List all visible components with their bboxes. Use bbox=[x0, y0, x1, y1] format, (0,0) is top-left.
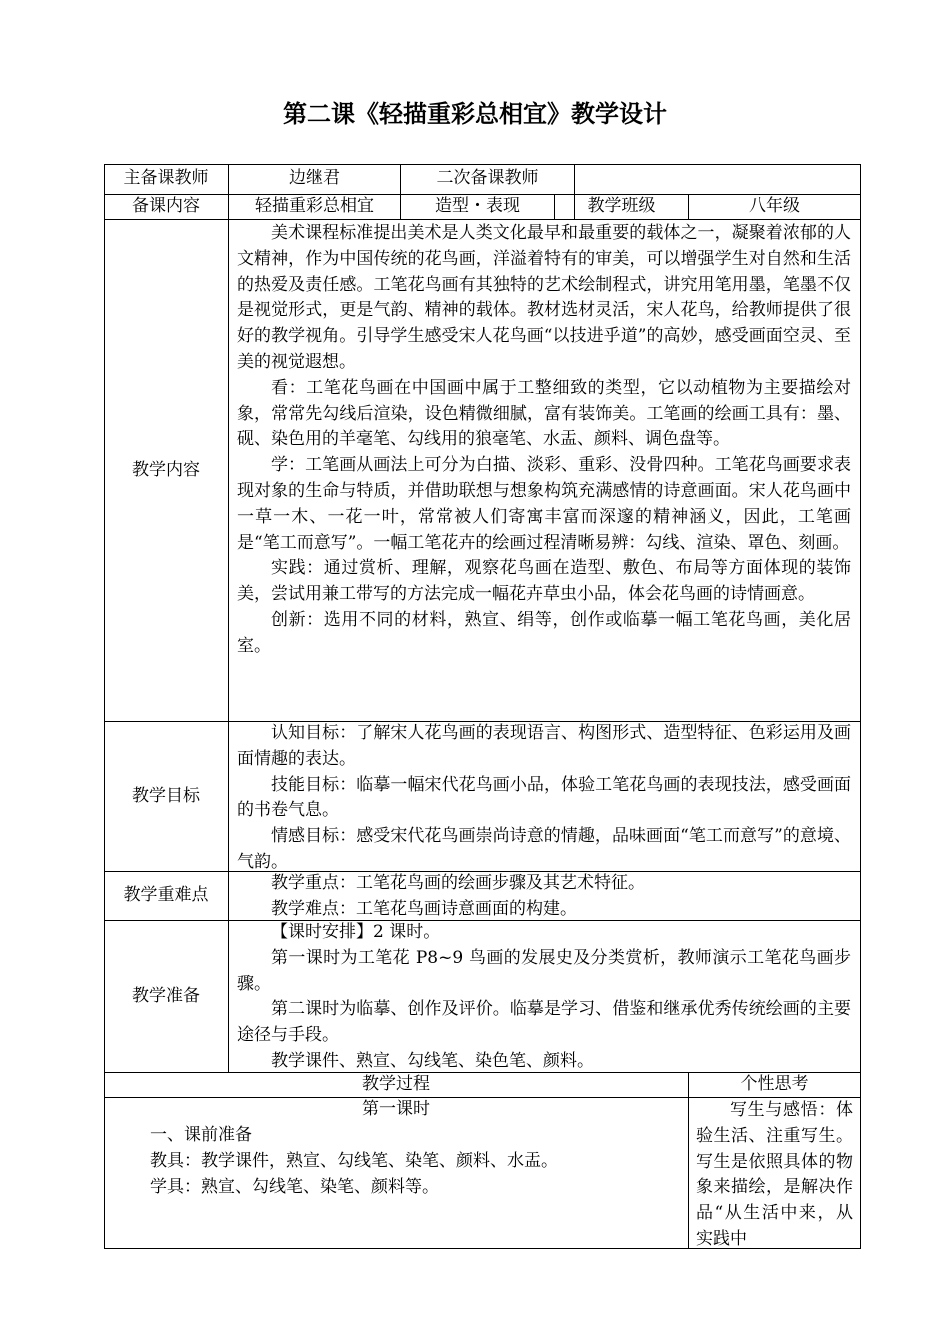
main-teacher-value: 边继君 bbox=[289, 168, 340, 189]
key-point-paragraph: 教学重点：工笔花鸟画的绘画步骤及其艺术特征。 bbox=[271, 873, 645, 893]
teaching-goals-text bbox=[237, 721, 851, 876]
process-line: 学具：熟宣、勾线笔、染笔、颜料等。 bbox=[150, 1176, 439, 1197]
content-paragraph: 创新：选用不同的材料，熟宣、绢等，创作或临摹一幅工笔花鸟画，美化居室。 bbox=[237, 609, 851, 656]
content-paragraph: 实践：通过赏析、理解，观察花鸟画在造型、敷色、布局等方面体现的装饰美，尝试用兼工带写的方法完成一幅花卉草虫小品，体会花鸟画的诗情画意。 bbox=[237, 558, 851, 605]
content-paragraph: 学：工笔画从画法上可分为白描、淡彩、重彩、没骨四种。工笔花鸟画要求表现对象的生命与特质，并借助联想与想象构筑充满感情的诗意画面。宋人花鸟画中一草一木、一花一叶，常常被人们寄寓丰富而深邃的精神涵义，因此，工笔画是“笔工而意写”。一幅工笔花卉的绘画过程清晰易辨：勾线、渲染、罩色、刻画。 bbox=[237, 455, 851, 553]
goal-paragraph: 认知目标：了解宋人花鸟画的表现语言、构图形式、造型特征、色彩运用及画面情趣的表达。 bbox=[237, 723, 851, 769]
reflection-text bbox=[696, 1098, 853, 1253]
content-value: 轻描重彩总相宜 bbox=[255, 196, 374, 217]
goal-paragraph: 情感目标：感受宋代花鸟画崇尚诗意的情趣，品味画面“笔工而意写”的意境、气韵。 bbox=[237, 826, 851, 872]
key-points-label: 教学重难点 bbox=[123, 885, 209, 906]
prep-paragraph: 第二课时为临摹、创作及评价。临摹是学习、借鉴和继承优秀传统绘画的主要途径与手段。 bbox=[237, 999, 851, 1046]
process-text bbox=[150, 1123, 680, 1149]
content-label: 备课内容 bbox=[132, 196, 200, 217]
category-value: 造型・表现 bbox=[435, 196, 520, 217]
process-text bbox=[150, 1149, 680, 1201]
prep-paragraph: 第一课时为工笔花 P8~9 鸟画的发展史及分类赏析，教师演示工笔花鸟画步骤。 bbox=[237, 947, 851, 994]
lesson-plan-table bbox=[104, 164, 861, 1249]
process-line: 一、课前准备 bbox=[150, 1125, 252, 1145]
reflection-paragraph: 写生与感悟：体验生活、注重写生。写生是依照具体的物象来描绘，是解决作品“从生活中来，从实践中 bbox=[696, 1100, 853, 1249]
second-teacher-value bbox=[575, 164, 860, 194]
reflection-header: 个性思考 bbox=[740, 1074, 809, 1095]
process-header: 教学过程 bbox=[362, 1074, 430, 1095]
teaching-prep-label: 教学准备 bbox=[132, 985, 200, 1006]
key-point-paragraph: 教学难点：工笔花鸟画诗意画面的构建。 bbox=[271, 898, 577, 919]
teaching-prep-text bbox=[237, 920, 851, 1075]
main-teacher-label: 主备课教师 bbox=[123, 168, 209, 189]
prep-paragraph: 教学课件、熟宣、勾线笔、染色笔、颜料。 bbox=[271, 1050, 594, 1071]
teaching-content-label: 教学内容 bbox=[132, 459, 200, 480]
second-teacher-label: 二次备课教师 bbox=[436, 168, 539, 189]
goal-paragraph: 技能目标：临摹一幅宋代花鸟画小品，体验工笔花鸟画的表现技法，感受画面的书卷气息。 bbox=[237, 774, 851, 821]
teaching-goals-label: 教学目标 bbox=[132, 785, 200, 806]
prep-paragraph: 【课时安排】2 课时。 bbox=[271, 922, 441, 942]
key-points-text bbox=[237, 871, 851, 923]
content-paragraph: 美术课程标准提出美术是人类文化最早和最重要的载体之一，凝聚着浓郁的人文精神，作为中国传统的花鸟画，洋溢着特有的审美，可以增强学生对自然和生活的热爱及责任感。工笔花鸟画有其独特的艺术绘制程式，讲究用笔用墨，笔墨不仅是视觉形式，更是气韵、精神的载体。教材选材灵活，宋人花鸟，给教师提供了很好的教学视角。引导学生感受宋人花鸟画“以技进乎道”的高妙，感受画面空灵、至美的视觉遐想。 bbox=[237, 223, 851, 372]
class-label: 教学班级 bbox=[587, 196, 656, 217]
page-title: 第二课《轻描重彩总相宜》教学设计 bbox=[283, 100, 667, 128]
process-line: 教具：教学课件，熟宣、勾线笔、染笔、颜料、水盂。 bbox=[150, 1151, 558, 1171]
teaching-content-text bbox=[237, 221, 851, 660]
lesson-title: 第一课时 bbox=[362, 1099, 430, 1119]
content-paragraph: 看：工笔花鸟画在中国画中属于工整细致的类型，它以动植物为主要描绘对象，常常先勾线后渲染，设色精微细腻，富有装饰美。工笔画的绘画工具有：墨、砚、染色用的羊毫笔、勾线用的狼毫笔、水盂、颜料、调色盘等。 bbox=[237, 377, 851, 450]
class-value: 八年级 bbox=[749, 196, 800, 217]
